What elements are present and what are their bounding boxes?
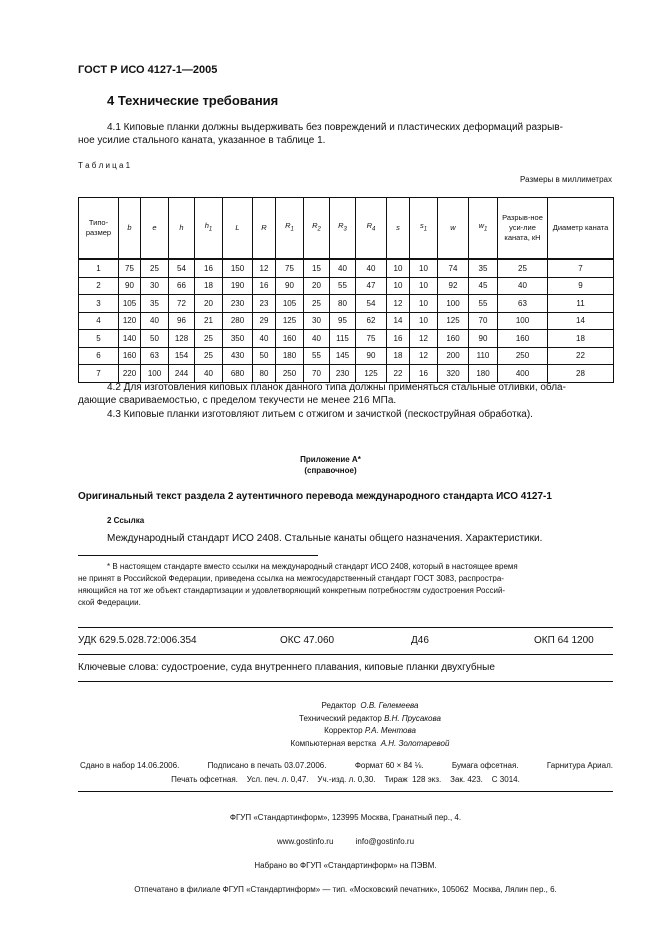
divider bbox=[78, 791, 613, 792]
table-cell: 72 bbox=[169, 295, 195, 313]
table-cell: 16 bbox=[410, 365, 438, 383]
table-cell: 7 bbox=[79, 365, 119, 383]
table-cell: 74 bbox=[438, 259, 469, 277]
table-row bbox=[79, 277, 614, 295]
table-cell: 12 bbox=[410, 330, 438, 348]
column-header-label: R bbox=[366, 221, 373, 231]
table-cell: 29 bbox=[253, 312, 276, 330]
table-cell: 25 bbox=[195, 330, 223, 348]
table-cell: 70 bbox=[304, 365, 330, 383]
table-cell: 154 bbox=[169, 347, 195, 365]
column-header-label: h bbox=[179, 223, 184, 232]
table-cell: 40 bbox=[330, 259, 356, 277]
column-header bbox=[548, 198, 614, 260]
credit-role: Технический редактор bbox=[299, 713, 382, 723]
credit-name: Р.А. Ментова bbox=[364, 726, 416, 735]
column-header-label: w bbox=[478, 221, 485, 231]
table-cell: 7 bbox=[548, 259, 614, 277]
paragraph-4-2: 4.2 Для изготовления киповых планок данного типа должны применяться стальные отливки, обла- bbox=[107, 382, 566, 393]
paragraph-4-1: 4.1 Киповые планки должны выдерживать без повреждений и пластических деформаций разрыв- bbox=[107, 122, 563, 133]
reference-text: Международный стандарт ИСО 2408. Стальные канаты общего назначения. Характеристики. bbox=[107, 533, 543, 544]
table-cell: 15 bbox=[304, 259, 330, 277]
column-header-label: s bbox=[419, 221, 424, 231]
table-cell: 1 bbox=[79, 259, 119, 277]
table-cell: 35 bbox=[141, 295, 169, 313]
table-cell: 115 bbox=[330, 330, 356, 348]
table-cell: 10 bbox=[410, 259, 438, 277]
table-cell: 10 bbox=[387, 259, 410, 277]
column-header bbox=[438, 198, 469, 260]
table-cell: 9 bbox=[548, 277, 614, 295]
table-cell: 14 bbox=[387, 312, 410, 330]
credits bbox=[180, 700, 560, 750]
table-cell: 55 bbox=[304, 347, 330, 365]
table-cell: 680 bbox=[223, 365, 253, 383]
table-cell: 250 bbox=[498, 347, 548, 365]
table-cell: 4 bbox=[79, 312, 119, 330]
table-cell: 30 bbox=[304, 312, 330, 330]
column-header-subscript: 1 bbox=[290, 226, 294, 233]
table-cell: 125 bbox=[276, 312, 304, 330]
table-cell: 54 bbox=[169, 259, 195, 277]
column-header-label: b bbox=[127, 223, 132, 232]
table-cell: 28 bbox=[548, 365, 614, 383]
table-cell: 25 bbox=[195, 347, 223, 365]
table-cell: 40 bbox=[304, 330, 330, 348]
table-cell: 180 bbox=[276, 347, 304, 365]
table-cell: 128 bbox=[169, 330, 195, 348]
column-header-subscript: 4 bbox=[372, 226, 376, 233]
column-header-label: R bbox=[338, 221, 344, 231]
table-cell: 2 bbox=[79, 277, 119, 295]
column-header-label: h bbox=[204, 221, 209, 231]
column-header bbox=[119, 198, 141, 260]
column-header-subscript: 3 bbox=[343, 226, 347, 233]
oks-code: ОКС 47.060 bbox=[280, 635, 335, 646]
table-cell: 50 bbox=[141, 330, 169, 348]
credit-name: В.Н. Прусакова bbox=[384, 713, 441, 723]
table-cell: 200 bbox=[438, 347, 469, 365]
credit-role: Компьютерная верстка bbox=[290, 738, 377, 748]
keywords: Ключевые слова: судостроение, суда внутреннего плавания, киповые планки двухгубные bbox=[78, 662, 495, 673]
table-row bbox=[79, 365, 614, 383]
publisher-line: Набрано во ФГУП «Стандартинформ» на ПЭВМ. bbox=[254, 861, 437, 870]
table-cell: 18 bbox=[195, 277, 223, 295]
table-cell: 75 bbox=[356, 330, 387, 348]
okp-code: ОКП 64 1200 bbox=[534, 635, 594, 646]
column-header bbox=[304, 198, 330, 260]
table-row bbox=[79, 295, 614, 313]
column-header-subscript: 1 bbox=[423, 226, 428, 233]
table-cell: 95 bbox=[330, 312, 356, 330]
table-cell: 63 bbox=[141, 347, 169, 365]
appendix-title: Приложение А* bbox=[300, 455, 361, 464]
table-cell: 12 bbox=[387, 295, 410, 313]
table-cell: 90 bbox=[276, 277, 304, 295]
table-cell: 6 bbox=[79, 347, 119, 365]
table-cell: 10 bbox=[410, 277, 438, 295]
reference-heading: 2 Ссылка bbox=[107, 516, 145, 525]
table-cell: 96 bbox=[169, 312, 195, 330]
units-label: Размеры в миллиметрах bbox=[520, 175, 612, 184]
table-cell: 430 bbox=[223, 347, 253, 365]
table-cell: 280 bbox=[223, 312, 253, 330]
table-cell: 180 bbox=[469, 365, 498, 383]
table-cell: 12 bbox=[410, 347, 438, 365]
publisher-info bbox=[78, 800, 613, 908]
table-row bbox=[79, 312, 614, 330]
divider bbox=[78, 627, 613, 628]
table-cell: 40 bbox=[356, 259, 387, 277]
table-cell: 125 bbox=[438, 312, 469, 330]
column-header bbox=[223, 198, 253, 260]
publisher-line: Отпечатано в филиале ФГУП «Стандартинформ» — тип. «Московский печатник», 105062 Москва, Лялин пер., 6. bbox=[134, 885, 557, 894]
table-cell: 10 bbox=[387, 277, 410, 295]
credit-name: О.В. Гелемеева bbox=[360, 701, 419, 710]
column-header bbox=[410, 198, 438, 260]
table-cell: 110 bbox=[469, 347, 498, 365]
table-cell: 160 bbox=[276, 330, 304, 348]
table-cell: 12 bbox=[253, 259, 276, 277]
table-cell: 63 bbox=[498, 295, 548, 313]
table-cell: 350 bbox=[223, 330, 253, 348]
table-cell: 160 bbox=[119, 347, 141, 365]
footnote bbox=[78, 561, 613, 609]
table-cell: 105 bbox=[119, 295, 141, 313]
column-header bbox=[276, 198, 304, 260]
footnote-line: ской Федерации. bbox=[78, 598, 141, 607]
table-cell: 35 bbox=[469, 259, 498, 277]
table-cell: 22 bbox=[548, 347, 614, 365]
table-row bbox=[79, 347, 614, 365]
paragraph-4-3: 4.3 Киповые планки изготовляют литьем с отжигом и зачисткой (пескоструйная обработка). bbox=[107, 409, 533, 420]
column-header bbox=[469, 198, 498, 260]
column-header-label: Типо-размер bbox=[85, 218, 112, 237]
table-cell: 62 bbox=[356, 312, 387, 330]
imprint-item: Подписано в печать 03.07.2006. bbox=[207, 761, 327, 770]
column-header bbox=[141, 198, 169, 260]
column-header-label: Разрыв-ное уси-лие каната, кН bbox=[502, 213, 543, 242]
table-cell: 125 bbox=[356, 365, 387, 383]
footnote-line: няющийся на тот же объект стандартизации и удовлетворяющий конкретным потребностям судостроения Россий- bbox=[78, 586, 506, 595]
credit-name: А.Н. Золотаревой bbox=[380, 738, 450, 748]
table-cell: 120 bbox=[119, 312, 141, 330]
table-cell: 22 bbox=[387, 365, 410, 383]
imprint-line-2: Печать офсетная. Усл. печ. л. 0,47. Уч.-изд. л. 0,30. Тираж 128 экз. Зак. 423. С 3014. bbox=[171, 775, 520, 784]
section-title: 4 Технические требования bbox=[107, 93, 279, 108]
table-cell: 244 bbox=[169, 365, 195, 383]
table-cell: 40 bbox=[195, 365, 223, 383]
table-cell: 230 bbox=[330, 365, 356, 383]
table-cell: 145 bbox=[330, 347, 356, 365]
table-cell: 45 bbox=[469, 277, 498, 295]
imprint-item: Формат 60 × 84 ⅛. bbox=[354, 761, 424, 770]
table-cell: 3 bbox=[79, 295, 119, 313]
table-cell: 5 bbox=[79, 330, 119, 348]
column-header bbox=[387, 198, 410, 260]
credit-editor bbox=[180, 700, 560, 713]
table-cell: 54 bbox=[356, 295, 387, 313]
table-cell: 18 bbox=[548, 330, 614, 348]
column-header-label: w bbox=[450, 223, 456, 232]
table-cell: 140 bbox=[119, 330, 141, 348]
column-header bbox=[498, 198, 548, 260]
table-cell: 16 bbox=[253, 277, 276, 295]
footnote-divider bbox=[78, 555, 318, 556]
table-cell: 75 bbox=[276, 259, 304, 277]
table-cell: 230 bbox=[223, 295, 253, 313]
table-cell: 160 bbox=[438, 330, 469, 348]
table-cell: 16 bbox=[195, 259, 223, 277]
udk-code: УДК 629.5.028.72:006.354 bbox=[78, 635, 197, 646]
table-cell: 220 bbox=[119, 365, 141, 383]
column-header bbox=[195, 198, 223, 260]
paragraph-4-1-cont: ное усилие стального каната, указанное в таблице 1. bbox=[78, 135, 326, 146]
table-cell: 66 bbox=[169, 277, 195, 295]
paragraph-4-2-cont: дающие свариваемостью, с пределом текучести не менее 216 МПа. bbox=[78, 395, 397, 406]
table-cell: 100 bbox=[141, 365, 169, 383]
appendix-subtitle: (справочное) bbox=[304, 466, 357, 475]
column-header bbox=[253, 198, 276, 260]
table-cell: 75 bbox=[119, 259, 141, 277]
table-cell: 25 bbox=[498, 259, 548, 277]
table-cell: 250 bbox=[276, 365, 304, 383]
column-header-subscript: 1 bbox=[208, 226, 213, 233]
publisher-line: ФГУП «Стандартинформ», 123995 Москва, Гранатный пер., 4. bbox=[229, 813, 462, 822]
imprint-item: Сдано в набор 14.06.2006. bbox=[80, 761, 180, 770]
column-header bbox=[356, 198, 387, 260]
table-cell: 80 bbox=[330, 295, 356, 313]
table-cell: 160 bbox=[498, 330, 548, 348]
table-cell: 40 bbox=[253, 330, 276, 348]
column-header-label: R bbox=[285, 221, 291, 231]
table-cell: 40 bbox=[498, 277, 548, 295]
imprint-item: Бумага офсетная. bbox=[451, 761, 519, 770]
table-cell: 11 bbox=[548, 295, 614, 313]
table-cell: 25 bbox=[304, 295, 330, 313]
table-cell: 90 bbox=[469, 330, 498, 348]
table-cell: 14 bbox=[548, 312, 614, 330]
document-header: ГОСТ Р ИСО 4127-1—2005 bbox=[78, 64, 218, 76]
table-cell: 400 bbox=[498, 365, 548, 383]
table-cell: 25 bbox=[141, 259, 169, 277]
table-cell: 20 bbox=[304, 277, 330, 295]
imprint-item: Гарнитура Ариал. bbox=[546, 761, 613, 770]
credit-proofreader bbox=[180, 725, 560, 738]
column-header-subscript: 1 bbox=[484, 226, 488, 233]
table-cell: 90 bbox=[356, 347, 387, 365]
table-cell: 20 bbox=[195, 295, 223, 313]
divider bbox=[78, 681, 613, 682]
table-cell: 30 bbox=[141, 277, 169, 295]
table-row bbox=[79, 330, 614, 348]
table-cell: 190 bbox=[223, 277, 253, 295]
footnote-line: * В настоящем стандарте вместо ссылки на международный стандарт ИСО 2408, который в настоящее время bbox=[107, 562, 518, 571]
appendix-heading: Оригинальный текст раздела 2 аутентичного перевода международного стандарта ИСО 4127-1 bbox=[78, 491, 552, 502]
column-header-label: e bbox=[152, 223, 157, 232]
column-header-label: R bbox=[261, 223, 267, 232]
table-cell: 55 bbox=[469, 295, 498, 313]
credit-layout bbox=[180, 738, 560, 751]
column-header-label: R bbox=[312, 221, 318, 231]
publisher-links: www.gostinfo.ru info@gostinfo.ru bbox=[276, 837, 415, 846]
credit-role: Редактор bbox=[321, 701, 356, 710]
credit-role: Корректор bbox=[324, 726, 363, 735]
column-header bbox=[79, 198, 119, 260]
column-header-subscript: 2 bbox=[317, 226, 321, 233]
table-cell: 18 bbox=[387, 347, 410, 365]
column-header-label: s bbox=[396, 223, 400, 232]
table-cell: 10 bbox=[410, 295, 438, 313]
table-cell: 47 bbox=[356, 277, 387, 295]
column-header-label: Диаметр каната bbox=[552, 223, 609, 232]
credit-tech-editor bbox=[180, 713, 560, 726]
table-row bbox=[79, 259, 614, 277]
table-cell: 90 bbox=[119, 277, 141, 295]
d-code: Д46 bbox=[411, 635, 429, 646]
table-cell: 55 bbox=[330, 277, 356, 295]
table-cell: 100 bbox=[498, 312, 548, 330]
table-cell: 150 bbox=[223, 259, 253, 277]
table-cell: 320 bbox=[438, 365, 469, 383]
divider bbox=[78, 654, 613, 655]
imprint-line-1 bbox=[80, 761, 613, 770]
table-cell: 16 bbox=[387, 330, 410, 348]
table-cell: 80 bbox=[253, 365, 276, 383]
table-cell: 50 bbox=[253, 347, 276, 365]
table-cell: 92 bbox=[438, 277, 469, 295]
column-header bbox=[330, 198, 356, 260]
dimensions-table bbox=[78, 197, 614, 383]
column-header bbox=[169, 198, 195, 260]
table-cell: 100 bbox=[438, 295, 469, 313]
table-cell: 40 bbox=[141, 312, 169, 330]
column-header-label: L bbox=[235, 223, 240, 232]
table-caption: Т а б л и ц а 1 bbox=[78, 161, 131, 170]
table-cell: 10 bbox=[410, 312, 438, 330]
table-cell: 21 bbox=[195, 312, 223, 330]
table-cell: 105 bbox=[276, 295, 304, 313]
table-cell: 23 bbox=[253, 295, 276, 313]
footnote-line: не принят в Российской Федерации, приведена ссылка на межгосударственный стандарт ГОСТ 3083, распростра- bbox=[78, 574, 504, 583]
table-cell: 70 bbox=[469, 312, 498, 330]
